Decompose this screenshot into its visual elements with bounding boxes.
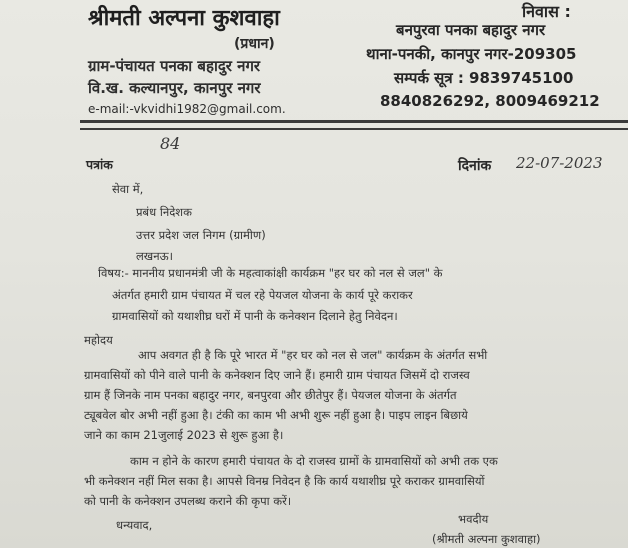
letterhead-panchayat: ग्राम-पंचायत पनका बहादुर नगर <box>88 57 261 75</box>
header-rule-top <box>80 120 628 123</box>
paragraph-2-line-2: भी कनेक्शन नहीं मिल सका है। आपसे विनम्र निवेदन है कि कार्य यथाशीघ्र पूरे कराकर ग्रामवासियों <box>84 474 485 488</box>
paragraph-1-line-5: जाने का काम 21जुलाई 2023 से शुरू हुआ है। <box>84 428 284 442</box>
paragraph-2-line-3: को पानी के कनेक्शन उपलब्ध कराने की कृपा करें। <box>84 494 292 508</box>
recipient-line-1: प्रबंध निदेशक <box>136 205 192 219</box>
letterhead-email: e-mail:-vkvidhi1982@gmail.com. <box>88 102 286 116</box>
paragraph-2-line-1: काम न होने के कारण हमारी पंचायत के दो राजस्व ग्रामों के ग्रामवासियों को अभी तक एक <box>130 454 498 468</box>
letterhead-block: वि.ख. कल्यानपुर, कानपुर नगर <box>88 79 261 97</box>
closing: भवदीय <box>458 512 489 526</box>
address-line-2: थाना-पनकी, कानपुर नगर-209305 <box>366 45 577 63</box>
header-rule-bottom <box>80 128 628 130</box>
paragraph-1-line-4: ट्यूबवेल बोर अभी नहीं हुआ है। टंकी का काम भी अभी शुरू नहीं हुआ है। पाइप लाइन बिछाये <box>84 408 468 422</box>
recipient-line-2: उत्तर प्रदेश जल निगम (ग्रामीण) <box>136 228 266 242</box>
phone-numbers: 8840826292, 8009469212 <box>380 92 600 110</box>
salutation-to: सेवा में, <box>112 182 144 196</box>
reference-number: 84 <box>160 134 181 153</box>
subject-line-3: ग्रामवासियों को यथाशीघ्र घरों में पानी के कनेक्शन दिलाने हेतु निवेदन। <box>112 309 398 323</box>
signatory: (श्रीमती अल्पना कुशवाहा) <box>432 532 541 546</box>
letterhead-name: श्रीमती अल्पना कुशवाहा <box>88 6 280 31</box>
thanks: धन्यवाद, <box>116 518 153 532</box>
address-line-1: बनपुरवा पनका बहादुर नगर <box>396 21 546 39</box>
subject-line-1: विषय:- माननीय प्रधानमंत्री जी के महत्वाकांक्षी कार्यक्रम "हर घर को नल से जल" के <box>98 266 443 280</box>
recipient-line-3: लखनऊ। <box>136 249 173 263</box>
letterhead-designation: (प्रधान) <box>234 36 275 52</box>
address-label: निवास : <box>522 2 571 21</box>
reference-label: पत्रांक <box>86 157 113 172</box>
paragraph-1-line-3: ग्राम हैं जिनके नाम पनका बहादुर नगर, बनपुरवा और छीतेपुर हैं। पेयजल योजना के अंतर्गत <box>84 388 457 402</box>
date-value: 22-07-2023 <box>516 154 603 172</box>
greeting: महोदय <box>84 333 113 347</box>
contact-label: सम्पर्क सूत्र : 9839745100 <box>394 69 574 87</box>
paragraph-1-line-2: ग्रामवासियों को पीने वाले पानी के कनेक्शन दिए जाने हैं। हमारी ग्राम पंचायत जिसमें दो राजस्व <box>84 368 470 382</box>
subject-line-2: अंतर्गत हमारी ग्राम पंचायत में चल रहे पेयजल योजना के कार्य पूरे कराकर <box>112 288 413 302</box>
date-label: दिनांक <box>458 158 492 174</box>
paragraph-1-line-1: आप अवगत ही है कि पूरे भारत में "हर घर को नल से जल" कार्यक्रम के अंतर्गत सभी <box>138 348 488 362</box>
